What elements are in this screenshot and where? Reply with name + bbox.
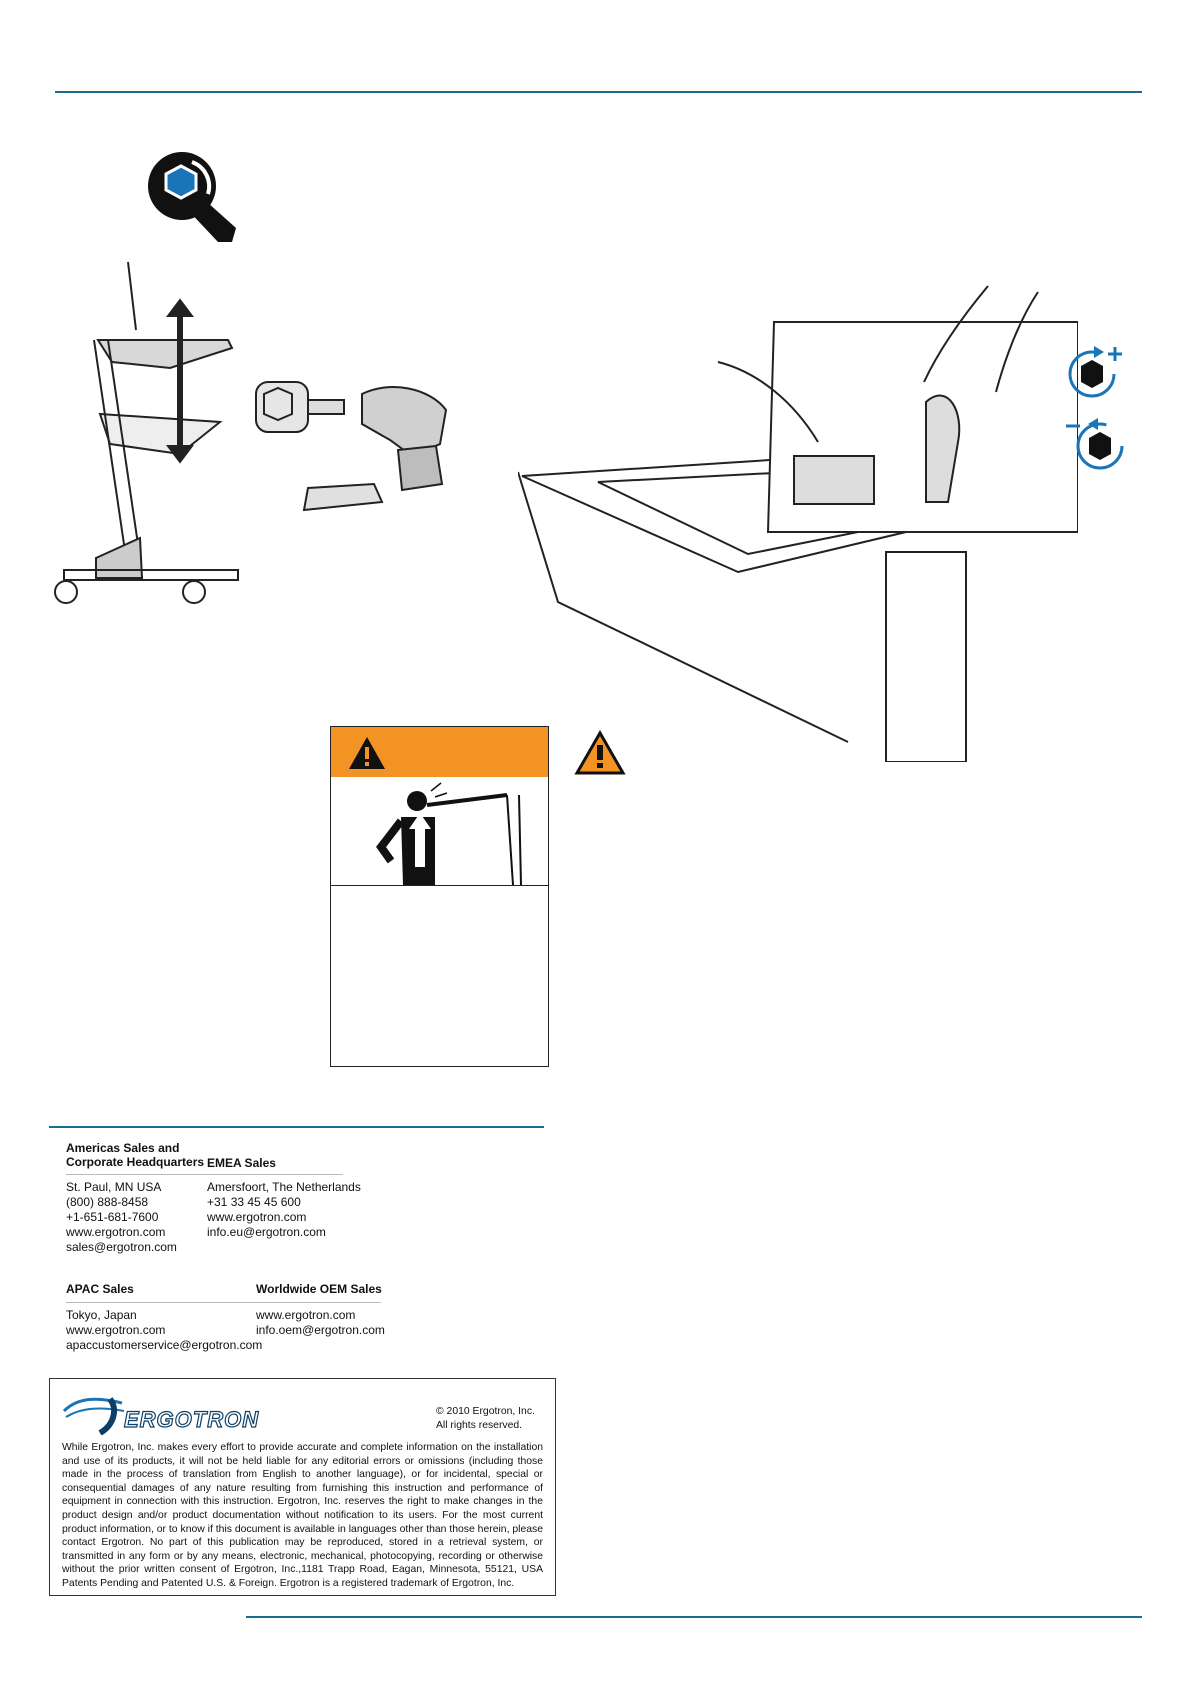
header-rule [55, 91, 1142, 93]
americas-phone-tollfree: (800) 888-8458 [66, 1195, 149, 1209]
americas-web: www.ergotron.com [66, 1225, 166, 1239]
ergotron-logo-text: ERGOTRON [124, 1407, 260, 1432]
apac-oem-rule [66, 1302, 381, 1303]
oem-web: www.ergotron.com [256, 1308, 356, 1322]
tighten-bolt-illustration [518, 282, 1078, 762]
emea-web: www.ergotron.com [207, 1210, 307, 1224]
apac-email: apaccustomerservice@ergotron.com [66, 1338, 263, 1352]
hex-wrench-icon [146, 150, 238, 242]
apac-web: www.ergotron.com [66, 1323, 166, 1337]
americas-details [66, 1180, 177, 1255]
emea-email: info.eu@ergotron.com [207, 1225, 326, 1239]
rotate-clockwise-plus-icon [1064, 340, 1126, 402]
oem-heading: Worldwide OEM Sales [256, 1282, 382, 1296]
emea-heading: EMEA Sales [207, 1156, 276, 1170]
contacts-rule [49, 1126, 544, 1128]
warning-panel [330, 726, 549, 1067]
emea-city: Amersfoort, The Netherlands [207, 1180, 361, 1194]
ergotron-logo [62, 1389, 282, 1435]
apac-details [66, 1308, 262, 1353]
apac-heading: APAC Sales [66, 1282, 134, 1296]
warning-panel-header [331, 727, 548, 777]
disclaimer-text: While Ergotron, Inc. makes every effort to provide accurate and complete information on the installation and use of its products, it will not be held liable for any editorial errors or omissions (including those made in the process of translation from English to another language), or for incidental, special or consequential damages of any nature resulting from furnishing this instruction and performance of equipment in connection with this instruction. Ergotron, Inc. reserves the right to make changes in the product design and/or product documentation without notification to its users. For the most current product information, or to know if this document is available in languages other than those herein, please contact Ergotron. No part of this publication may be reproduced, stored in a retrieval system, or transmitted in any form or by any means, electronic, mechanical, photocopying, recording or otherwise without the prior written consent of Ergotron, Inc.,1181 Trapp Road, Eagan, Minnesota, 55121, USA Patents Pending and Patented U.S. & Foreign. Ergotron is a registered trademark of Ergotron, Inc. [62, 1442, 543, 1589]
apac-city: Tokyo, Japan [66, 1308, 137, 1322]
americas-phone: +1-651-681-7600 [66, 1210, 159, 1224]
warning-triangle-icon [574, 730, 626, 776]
emea-phone: +31 33 45 45 600 [207, 1195, 301, 1209]
americas-heading: Americas Sales and Corporate Headquarters [66, 1141, 205, 1169]
footer-rule [246, 1616, 1142, 1618]
emea-details [207, 1180, 361, 1240]
cart-height-adjust-illustration [50, 258, 250, 618]
oem-email: info.oem@ergotron.com [256, 1323, 385, 1337]
americas-city: St. Paul, MN USA [66, 1180, 162, 1194]
rotate-counterclockwise-minus-icon [1064, 412, 1126, 474]
americas-email: sales@ergotron.com [66, 1240, 177, 1254]
oem-details [256, 1308, 385, 1338]
warning-triangle-icon [347, 735, 387, 771]
copyright-notice: © 2010 Ergotron, Inc. All rights reserved. [436, 1406, 535, 1431]
legal-notice-box [49, 1378, 556, 1596]
americas-emea-rule [66, 1174, 343, 1175]
warning-pictogram [331, 777, 548, 886]
socket-drill-illustration [250, 380, 470, 520]
